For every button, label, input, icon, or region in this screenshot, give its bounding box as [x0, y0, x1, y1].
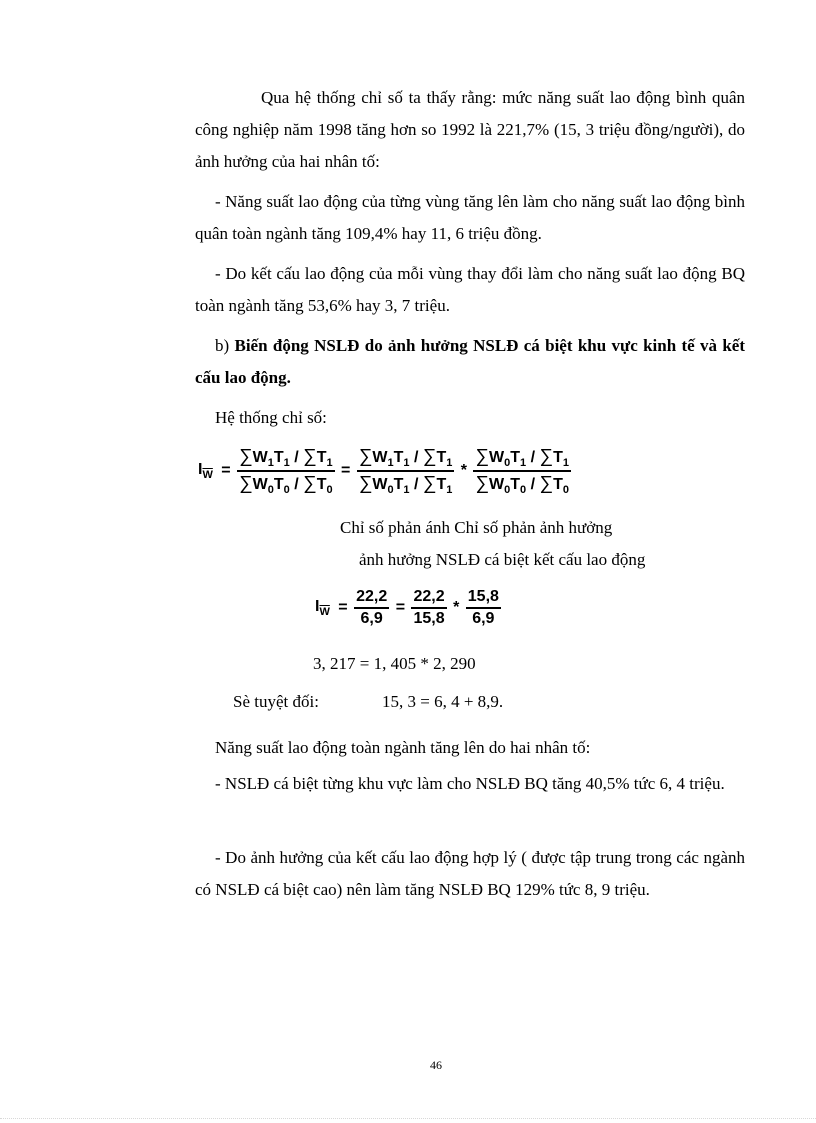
numeric-formula-lhs: $I_{\overline{W}}$ — [315, 597, 330, 619]
section-heading-b — [195, 330, 745, 394]
formula-fraction-productivity: $\frac{\sum W_1T_1 / \sum T_1}{\sum W_0T_1 / \sum T_1}$ — [358, 446, 453, 497]
formula-fraction-structure: $\frac{\sum W_0T_1 / \sum T_1}{\sum W_0T_0 / \sum T_0}$ — [475, 446, 569, 497]
formula-caption-line2: ảnh hưởng NSLĐ cá biệt kết cấu lao động — [359, 550, 646, 569]
formula-times: * — [460, 462, 468, 480]
formula-caption-line1: Chỉ số phản ánh Chỉ số phản ảnh hưởng — [340, 518, 613, 537]
section-heading-text: Biến động NSLĐ do ảnh hưởng NSLĐ cá biệt khu vực kinh tế và kết cấu lao động. — [195, 336, 745, 387]
numeric-formula — [313, 588, 501, 628]
numeric-fraction-structure: $\frac{15,8}{6,9}$ — [467, 588, 499, 627]
page-number: 46 — [430, 1058, 442, 1072]
absolute-change-label: Sè tuyệt đối: — [233, 692, 319, 711]
formula-equals: = — [221, 462, 231, 480]
numeric-formula-equals: = — [338, 599, 348, 616]
numeric-formula-times: * — [453, 599, 460, 616]
formula-equals-2: = — [341, 462, 351, 480]
paragraph-factor-structure: - Do kết cấu lao động của mỗi vùng thay đổi làm cho năng suất lao động BQ toàn ngành tăng 53,6% hay 3, 7 triệu. — [195, 264, 745, 315]
absolute-change-value: 15, 3 = 6, 4 + 8,9. — [382, 692, 504, 711]
paragraph-factor-individual: - NSLĐ cá biệt từng khu vực làm cho NSLĐ BQ tăng 40,5% tức 6, 4 triệu. — [215, 774, 725, 793]
index-formula — [196, 446, 571, 496]
paragraph-two-factors: Năng suất lao động toàn ngành tăng lên do hai nhân tố: — [215, 738, 591, 757]
page-bottom-divider — [0, 1118, 816, 1119]
paragraph-factor-structure-2: - Do ảnh hưởng của kết cấu lao động hợp lý ( được tập trung trong các ngành có NSLĐ cá biệt cao) nên làm tăng NSLĐ BQ 129% tức 8, 9 triệu. — [195, 848, 745, 899]
formula-lhs: $I_{\overline{W}}$ — [198, 461, 213, 482]
numeric-fraction-total: $\frac{22,2}{6,9}$ — [356, 588, 388, 627]
paragraph-factor-productivity: - Năng suất lao động của từng vùng tăng lên làm cho năng suất lao động bình quân toàn ngành tăng 109,4% hay 11, 6 triệu đồng. — [195, 192, 745, 243]
index-system-label: Hệ thống chỉ số: — [215, 408, 327, 427]
paragraph-summary: Qua hệ thống chỉ số ta thấy rằng: mức năng suất lao động bình quân công nghiệp năm 1998 tăng hơn so 1992 là 221,7% (15, 3 triệu đồng/người), do ảnh hưởng của hai nhân tố: — [195, 88, 745, 171]
formula-fraction-total: $\frac{\sum W_1T_1 / \sum T_1}{\sum W_0T_0 / \sum T_0}$ — [239, 446, 333, 497]
numeric-fraction-productivity: $\frac{22,2}{15,8}$ — [413, 588, 445, 627]
numeric-formula-equals-2: = — [395, 599, 406, 616]
section-heading-prefix: b) — [215, 336, 235, 355]
index-result-line: 3, 217 = 1, 405 * 2, 290 — [313, 654, 476, 673]
